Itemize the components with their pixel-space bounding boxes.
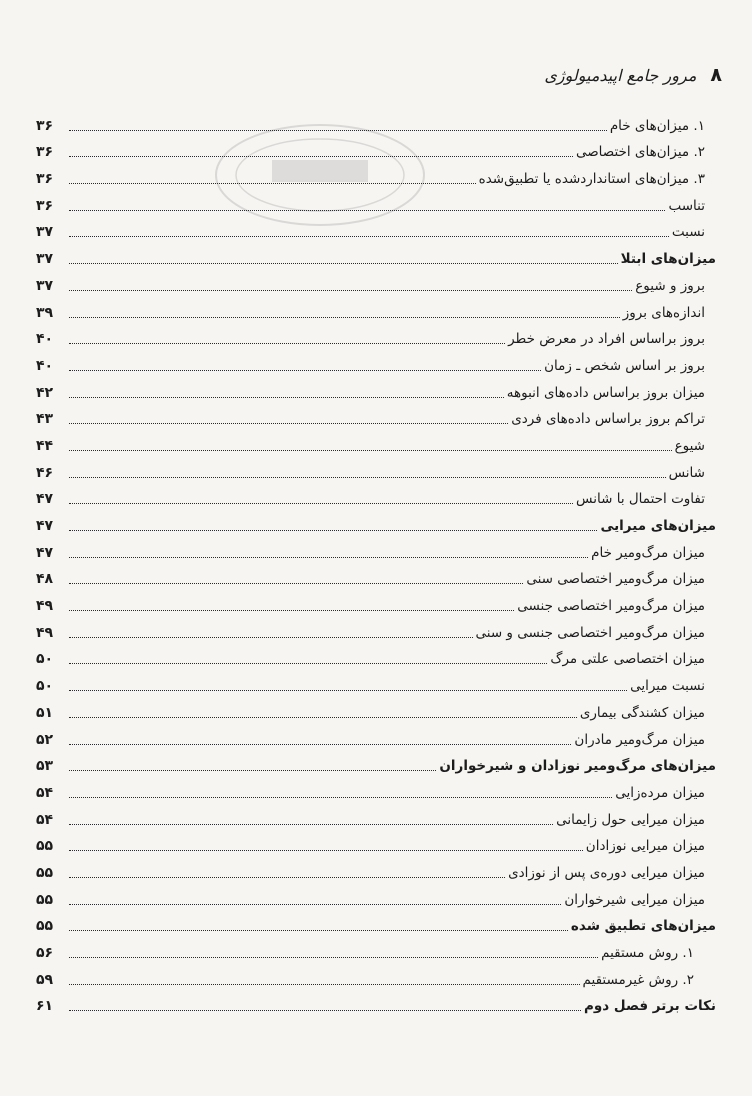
toc-entry-title: میزان بروز براساس داده‌های انبوهه [506, 384, 705, 401]
toc-entry-page-number: ۵۰ [36, 678, 54, 695]
toc-entry[interactable] [36, 241, 716, 268]
dot-leader [69, 290, 632, 291]
toc-entry-page-number: ۴۷ [36, 491, 54, 508]
toc-entry-page-number: ۴۹ [36, 598, 54, 615]
toc-entry-title: میزان اختصاصی علتی مرگ [550, 651, 705, 668]
toc-entry-title: میزان مرگ‌ومیر اختصاصی جنسی و سنی [475, 624, 705, 641]
toc-entry[interactable] [36, 375, 716, 402]
dot-leader [69, 156, 573, 157]
toc-entry-page-number: ۴۹ [36, 624, 54, 641]
toc-entry[interactable] [36, 668, 716, 695]
toc-entry-title: تفاوت احتمال با شانس [576, 491, 705, 508]
toc-entry[interactable] [36, 855, 716, 882]
toc-entry-page-number: ۳۶ [36, 117, 54, 134]
toc-entry-title: میزان‌های ابتلا [620, 251, 716, 268]
toc-entry-page-number: ۴۴ [36, 437, 54, 454]
toc-entry[interactable] [36, 455, 716, 482]
toc-entry[interactable] [36, 989, 716, 1016]
toc-entry-title: ۱. میزان‌های خام [609, 117, 705, 134]
dot-leader [69, 663, 547, 664]
toc-entry[interactable] [36, 935, 716, 962]
table-of-contents [36, 108, 716, 1015]
toc-entry[interactable] [36, 562, 716, 589]
toc-entry[interactable] [36, 508, 716, 535]
dot-leader [69, 957, 598, 958]
dot-leader [69, 503, 573, 504]
toc-entry-title: اندازه‌های بروز [622, 304, 705, 321]
toc-entry[interactable] [36, 268, 716, 295]
dot-leader [69, 904, 561, 905]
dot-leader [69, 610, 514, 611]
toc-entry-page-number: ۵۵ [36, 864, 54, 881]
dot-leader [69, 877, 505, 878]
toc-entry[interactable] [36, 428, 716, 455]
toc-entry-page-number: ۶۱ [36, 998, 54, 1015]
toc-entry-page-number: ۳۷ [36, 224, 54, 241]
toc-entry-title: ۱. روش مستقیم [601, 945, 694, 961]
dot-leader [69, 423, 508, 424]
dot-leader [69, 477, 666, 478]
toc-entry-page-number: ۴۷ [36, 518, 54, 534]
toc-entry-page-number: ۳۶ [36, 144, 54, 161]
toc-entry-page-number: ۴۸ [36, 571, 54, 588]
toc-entry[interactable] [36, 829, 716, 856]
dot-leader [69, 530, 597, 531]
toc-entry-page-number: ۵۴ [36, 811, 54, 828]
toc-entry-title: شیوع [674, 437, 705, 454]
toc-entry-title: تناسب [668, 197, 705, 214]
toc-entry[interactable] [36, 188, 716, 215]
toc-entry-page-number: ۴۰ [36, 357, 54, 374]
toc-entry[interactable] [36, 535, 716, 562]
toc-entry-page-number: ۴۳ [36, 411, 54, 428]
toc-entry[interactable] [36, 962, 716, 989]
toc-entry-title: نکات برتر فصل دوم [584, 998, 716, 1015]
toc-entry-title: ۳. میزان‌های استانداردشده یا تطبیق‌شده [478, 171, 705, 188]
toc-entry[interactable] [36, 482, 716, 509]
toc-entry-page-number: ۵۵ [36, 918, 54, 935]
toc-entry-title: میزان میرایی دوره‌ی پس از نوزادی [508, 864, 705, 881]
dot-leader [69, 744, 571, 745]
dot-leader [69, 984, 580, 985]
dot-leader [69, 717, 577, 718]
toc-entry[interactable] [36, 695, 716, 722]
header-book-title: مرور جامع اپیدمیولوژی [544, 65, 697, 85]
toc-entry-title: میزان میرایی حول زایمانی [556, 811, 705, 828]
dot-leader [69, 930, 568, 931]
dot-leader [69, 690, 627, 691]
toc-entry-title: شانس [668, 464, 705, 481]
toc-entry-title: نسبت میرایی [630, 678, 705, 695]
toc-entry-page-number: ۵۱ [36, 704, 54, 721]
dot-leader [69, 797, 612, 798]
toc-entry-page-number: ۴۲ [36, 384, 54, 401]
toc-entry-page-number: ۳۷ [36, 277, 54, 294]
toc-entry[interactable] [36, 215, 716, 242]
dot-leader [69, 370, 541, 371]
toc-entry-page-number: ۴۰ [36, 331, 54, 348]
dot-leader [69, 450, 672, 451]
dot-leader [69, 317, 620, 318]
toc-entry-title: میزان مرگ‌ومیر اختصاصی جنسی [517, 598, 705, 615]
dot-leader [69, 183, 476, 184]
dot-leader [69, 236, 669, 237]
toc-entry[interactable] [36, 775, 716, 802]
toc-entry[interactable] [36, 802, 716, 829]
toc-entry-title: نسبت [671, 224, 705, 241]
toc-entry-page-number: ۴۶ [36, 464, 54, 481]
toc-entry[interactable] [36, 642, 716, 669]
toc-entry-page-number: ۵۴ [36, 784, 54, 801]
dot-leader [69, 824, 553, 825]
toc-entry[interactable] [36, 615, 716, 642]
toc-entry[interactable] [36, 135, 716, 162]
toc-entry-page-number: ۳۶ [36, 197, 54, 214]
toc-entry-page-number: ۵۳ [36, 758, 54, 775]
toc-entry[interactable] [36, 295, 716, 322]
toc-entry-page-number: ۵۵ [36, 891, 54, 908]
dot-leader [69, 850, 583, 851]
toc-entry-title: میزان میرایی شیرخواران [564, 891, 705, 908]
toc-entry[interactable] [36, 588, 716, 615]
dot-leader [69, 263, 618, 264]
toc-entry-page-number: ۳۹ [36, 304, 54, 321]
toc-entry-title: میزان مرگ‌ومیر مادران [574, 731, 705, 748]
toc-entry[interactable] [36, 322, 716, 349]
toc-entry-page-number: ۵۲ [36, 731, 54, 748]
toc-entry[interactable] [36, 909, 716, 936]
page-header [30, 60, 722, 90]
toc-entry-title: میزان میرایی نوزادان [585, 838, 705, 855]
toc-entry-page-number: ۳۷ [36, 251, 54, 268]
dot-leader [69, 583, 523, 584]
toc-entry[interactable] [36, 749, 716, 776]
dot-leader [69, 130, 607, 131]
toc-entry-page-number: ۵۶ [36, 945, 54, 961]
toc-entry-title: میزان‌های میرایی [600, 518, 716, 534]
toc-entry-title: میزان کشندگی بیماری [579, 704, 705, 721]
toc-entry-title: بروز بر اساس شخص ـ زمان [544, 357, 705, 374]
toc-entry-title: تراکم بروز براساس داده‌های فردی [511, 411, 705, 428]
toc-entry[interactable] [36, 161, 716, 188]
toc-entry-page-number: ۵۵ [36, 838, 54, 855]
toc-entry[interactable] [36, 882, 716, 909]
toc-entry-title: میزان مرگ‌ومیر اختصاصی سنی [526, 571, 705, 588]
dot-leader [69, 210, 665, 211]
dot-leader [69, 343, 505, 344]
dot-leader [69, 557, 588, 558]
dot-leader [69, 1010, 581, 1011]
toc-entry-title: بروز و شیوع [635, 277, 705, 294]
toc-entry-title: ۲. میزان‌های اختصاصی [575, 144, 705, 161]
toc-entry-title: میزان‌های مرگ‌ومیر نوزادان و شیرخواران [439, 758, 716, 775]
toc-entry[interactable] [36, 722, 716, 749]
dot-leader [69, 397, 504, 398]
toc-entry[interactable] [36, 348, 716, 375]
toc-entry-title: میزان‌های تطبیق شده [570, 918, 716, 935]
toc-entry[interactable] [36, 402, 716, 429]
dot-leader [69, 770, 436, 771]
toc-entry-title: بروز براساس افراد در معرض خطر [508, 331, 705, 348]
dot-leader [69, 637, 473, 638]
toc-entry-page-number: ۴۷ [36, 544, 54, 561]
toc-entry-page-number: ۵۹ [36, 971, 54, 988]
toc-entry-title: میزان مرگ‌ومیر خام [591, 544, 705, 561]
toc-entry-title: میزان مرده‌زایی [615, 784, 705, 801]
header-page-number: ۸ [710, 64, 722, 86]
toc-entry-page-number: ۳۶ [36, 171, 54, 188]
toc-entry[interactable] [36, 108, 716, 135]
toc-entry-page-number: ۵۰ [36, 651, 54, 668]
toc-entry-title: ۲. روش غیرمستقیم [582, 971, 694, 988]
